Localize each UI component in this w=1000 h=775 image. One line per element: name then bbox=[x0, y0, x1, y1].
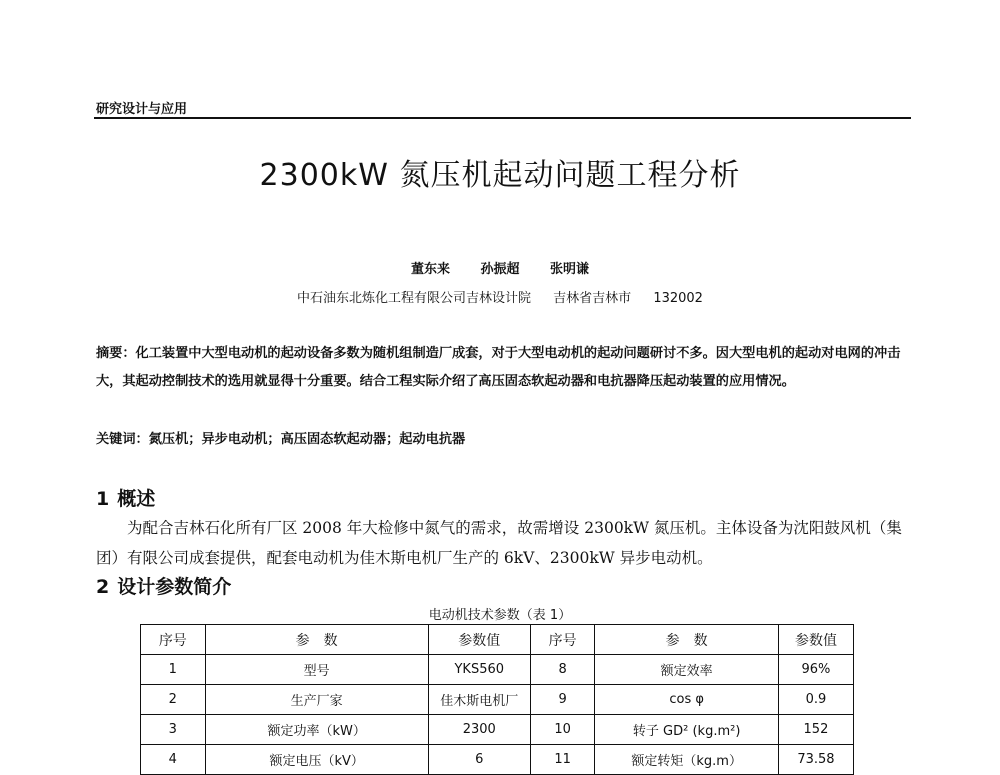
author-list bbox=[0, 258, 1000, 277]
table-cell: 3 bbox=[141, 715, 206, 745]
section-title: 设计参数简介 bbox=[117, 576, 232, 598]
table-cell: 额定转矩（kg.m） bbox=[595, 745, 778, 775]
table-cell: 11 bbox=[530, 745, 595, 775]
table-cell: 96% bbox=[778, 655, 853, 685]
table-header-cell: 参 数 bbox=[595, 625, 778, 655]
author-name: 孙振超 bbox=[480, 262, 520, 277]
table-header-row bbox=[141, 625, 854, 655]
affiliation-postcode: 132002 bbox=[653, 291, 703, 306]
abstract: 摘要：化工装置中大型电动机的起动设备多数为随机组制造厂成套，对于大型电动机的起动问题研讨不多。因大型电机的起动对电网的冲击大，其起动控制技术的选用就显得十分重要。结合工程实际介绍了高压固态软起动器和电抗器降压起动装置的应用情况。 bbox=[96, 346, 901, 389]
table-row bbox=[141, 715, 854, 745]
table-cell: 0.9 bbox=[778, 685, 853, 715]
table-cell: 转子 GD² (kg.m²) bbox=[595, 715, 778, 745]
table-cell: 1 bbox=[141, 655, 206, 685]
table-cell: 额定效率 bbox=[595, 655, 778, 685]
motor-parameters-table bbox=[140, 624, 854, 775]
article-title: 2300kW 氮压机起动问题工程分析 bbox=[259, 158, 741, 193]
table-cell: 9 bbox=[530, 685, 595, 715]
table-caption: 电动机技术参数（表 1） bbox=[428, 608, 572, 623]
affiliation bbox=[0, 287, 1000, 306]
table-cell: cos φ bbox=[595, 685, 778, 715]
header-rule bbox=[94, 117, 911, 119]
author-name: 董东来 bbox=[410, 262, 450, 277]
table-cell: 4 bbox=[141, 745, 206, 775]
table-header-cell: 序号 bbox=[530, 625, 595, 655]
table-header-cell: 序号 bbox=[141, 625, 206, 655]
keywords: 关键词：氮压机；异步电动机；高压固态软起动器；起动电抗器 bbox=[96, 432, 466, 447]
section-heading-2 bbox=[96, 572, 231, 599]
table-header-cell: 参 数 bbox=[205, 625, 428, 655]
table-cell: 型号 bbox=[205, 655, 428, 685]
table-cell: 152 bbox=[778, 715, 853, 745]
section-number: 2 bbox=[96, 576, 110, 598]
table-cell: 10 bbox=[530, 715, 595, 745]
table-header-cell: 参数值 bbox=[428, 625, 530, 655]
table-cell: 8 bbox=[530, 655, 595, 685]
author-name: 张明谦 bbox=[550, 262, 590, 277]
affiliation-org: 中石油东北炼化工程有限公司吉林设计院 bbox=[297, 291, 532, 306]
table-header-cell: 参数值 bbox=[778, 625, 853, 655]
section-heading-1 bbox=[96, 484, 155, 511]
section-number: 1 bbox=[96, 488, 110, 510]
section-paragraph: 为配合吉林石化所有厂区 2008 年大检修中氮气的需求，故需增设 2300kW 氮压机。主体设备为沈阳鼓风机（集团）有限公司成套提供，配套电动机为佳木斯电机厂生产的 6kV、2300kW 异步电动机。 bbox=[96, 519, 902, 567]
table-cell: 生产厂家 bbox=[205, 685, 428, 715]
table-cell: 额定电压（kV） bbox=[205, 745, 428, 775]
table-cell: 佳木斯电机厂 bbox=[428, 685, 530, 715]
table-cell: 2300 bbox=[428, 715, 530, 745]
table-row bbox=[141, 685, 854, 715]
table-cell: 6 bbox=[428, 745, 530, 775]
table-cell: YKS560 bbox=[428, 655, 530, 685]
table-row bbox=[141, 655, 854, 685]
table-cell: 2 bbox=[141, 685, 206, 715]
table-cell: 额定功率（kW） bbox=[205, 715, 428, 745]
section-title: 概述 bbox=[117, 488, 156, 510]
journal-section-label: 研究设计与应用 bbox=[96, 102, 188, 117]
affiliation-location: 吉林省吉林市 bbox=[553, 291, 632, 306]
table-cell: 73.58 bbox=[778, 745, 853, 775]
